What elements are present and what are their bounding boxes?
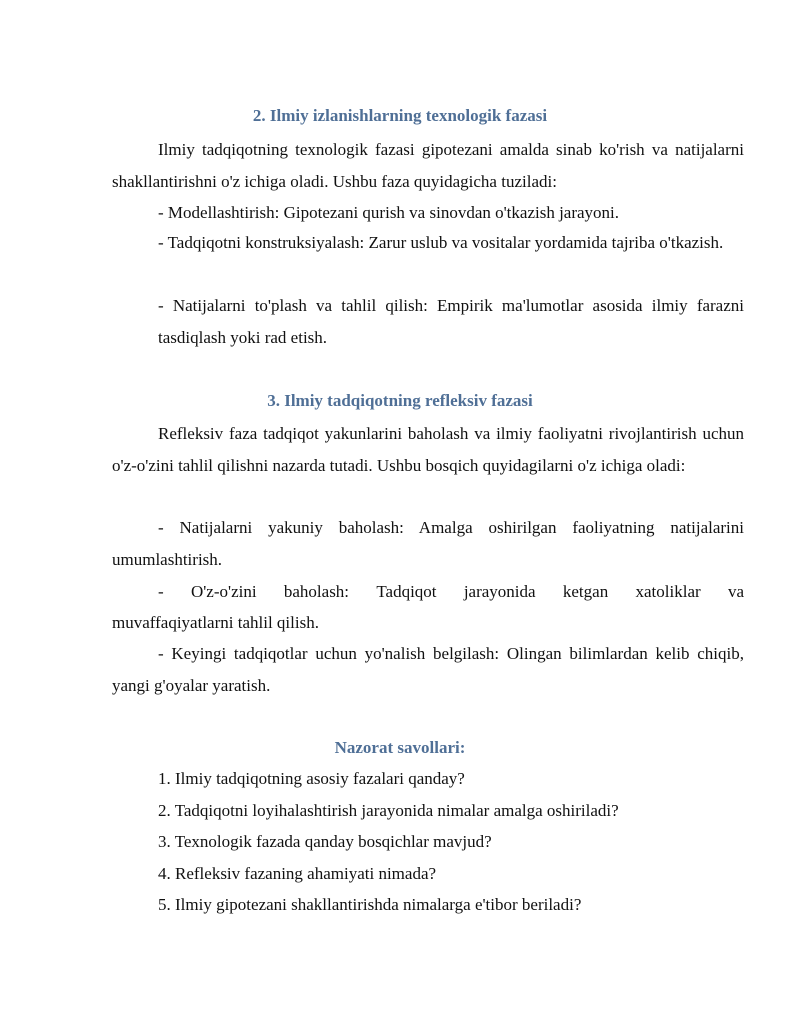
section-3-item-ozini-baholash: [158, 581, 744, 603]
word: Tadqiqot: [376, 582, 437, 601]
question-item: 4. Refleksiv fazaning ahamiyati nimada?: [158, 864, 437, 883]
section-3-item-yakuniy-baholash: - Natijalarni yakuniy baholash: Amalga oshirilgan faoliyatning natijalarini umumlashtirish.: [112, 518, 744, 569]
word: xatoliklar: [635, 582, 701, 601]
word: O'z-o'zini: [190, 582, 257, 601]
section-3-intro: Refleksiv faza tadqiqot yakunlarini baholash va ilmiy faoliyatni rivojlantirish uchun o'z-o'zini tahlil qilishni nazarda tutadi. Ushbu bosqich quyidagilarni o'z ichiga oladi:: [112, 424, 744, 475]
questions-heading: Nazorat savollari:: [334, 738, 466, 757]
word: -: [158, 582, 164, 601]
section-3-item-keyingi-tadqiqotlar: - Keyingi tadqiqotlar uchun yo'nalish belgilash: Olingan bilimlardan kelib chiqib, yangi g'oyalar yaratish.: [112, 644, 744, 695]
section-2-heading: 2. Ilmiy izlanishlarning texnologik fazasi: [252, 106, 548, 125]
word: ketgan: [562, 582, 609, 601]
question-item: 2. Tadqiqotni loyihalashtirish jarayonida nimalar amalga oshiriladi?: [158, 801, 619, 820]
word: jarayonida: [463, 582, 536, 601]
section-2-item-natijalar: - Natijalarni to'plash va tahlil qilish: Empirik ma'lumotlar asosida ilmiy farazni tasdiqlash yoki rad etish.: [158, 296, 744, 347]
question-item: 1. Ilmiy tadqiqotning asosiy fazalari qanday?: [158, 769, 465, 788]
section-2-intro: Ilmiy tadqiqotning texnologik fazasi gipotezani amalda sinab ko'rish va natijalarni shakllantirishni o'z ichiga oladi. Ushbu faza quyidagicha tuziladi:: [112, 140, 744, 191]
section-3-item-ozini-baholash-continuation: muvaffaqiyatlarni tahlil qilish.: [112, 613, 319, 632]
question-item: 3. Texnologik fazada qanday bosqichlar mavjud?: [158, 832, 492, 851]
section-3-heading: 3. Ilmiy tadqiqotning refleksiv fazasi: [267, 391, 533, 410]
question-item: 5. Ilmiy gipotezani shakllantirishda nimalarga e'tibor beriladi?: [158, 895, 582, 914]
section-2-item-modellashtirish: - Modellashtirish: Gipotezani qurish va sinovdan o'tkazish jarayoni.: [158, 203, 620, 222]
section-2-item-konstruksiyalash: - Tadqiqotni konstruksiyalash: Zarur uslub va vositalar yordamida tajriba o'tkazish.: [158, 233, 724, 252]
word: va: [727, 582, 744, 601]
word: baholash:: [283, 582, 350, 601]
